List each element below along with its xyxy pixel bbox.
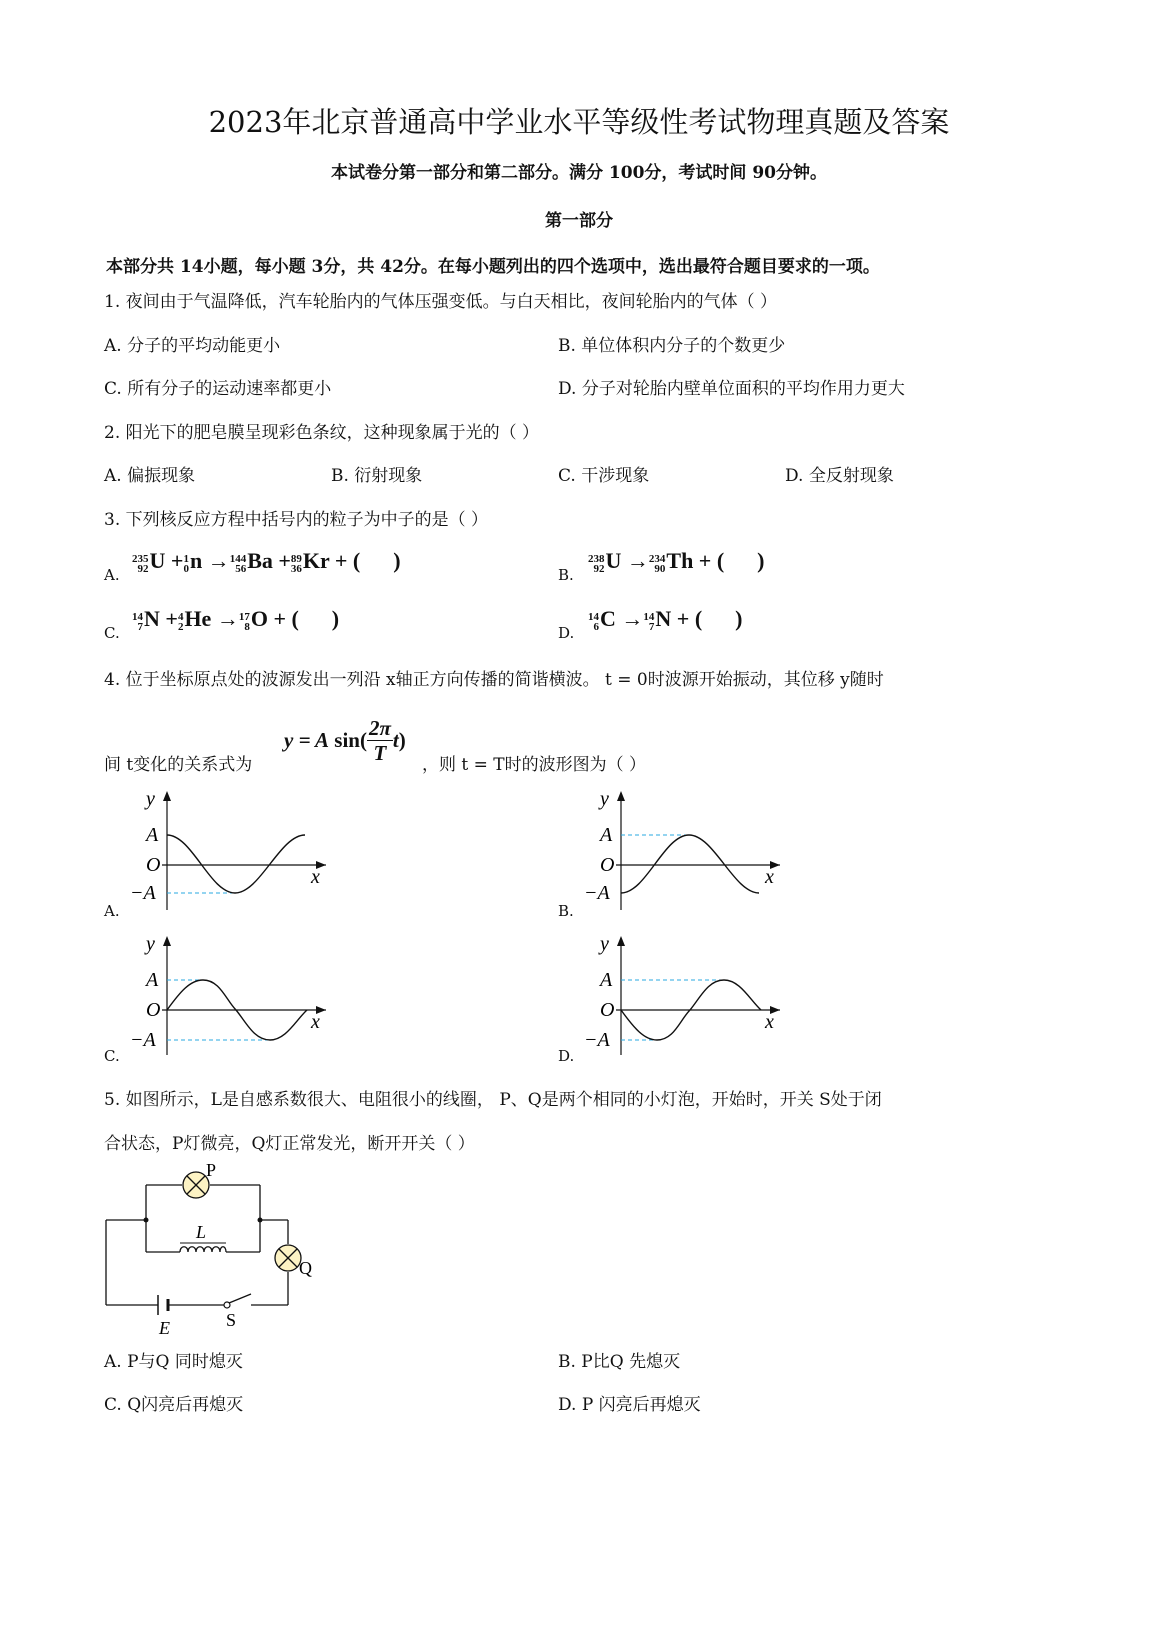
- label-p: P: [206, 1160, 217, 1180]
- junction-left: [144, 1218, 149, 1223]
- label-e: E: [159, 1318, 170, 1338]
- q2-option-a: A. 偏振现象: [104, 466, 196, 486]
- circuit-diagram: [96, 1160, 336, 1350]
- neg-amp-label: −A: [130, 882, 156, 904]
- label-q: Q: [299, 1258, 312, 1278]
- neg-amp-label: −A: [584, 1029, 610, 1051]
- part-intro: 本部分共 14小题，每小题 3分，共 42分。在每小题列出的四个选项中，选出最符合题目要求的一项。: [106, 257, 880, 277]
- inductor-icon: [180, 1247, 226, 1252]
- q3-letter-d: D.: [558, 624, 575, 642]
- wave-graph-a: [100, 785, 340, 920]
- q1-option-b: B. 单位体积内分子的个数更少: [558, 336, 786, 356]
- q3-equation-c: 14 7 N + 4 2 He → 17 8 O + ( ): [132, 606, 340, 633]
- question-3: 3. 下列核反应方程中括号内的粒子为中子的是（ ）: [104, 510, 489, 530]
- origin-label: O: [600, 999, 615, 1021]
- q4-letter-b: B.: [558, 902, 574, 920]
- origin-label: O: [146, 854, 161, 876]
- q1-option-a: A. 分子的平均动能更小: [104, 336, 281, 356]
- question-5-line2: 合状态，P灯微亮，Q灯正常发光，断开开关（ ）: [104, 1134, 475, 1154]
- q4-letter-c: C.: [104, 1047, 120, 1065]
- y-label: y: [146, 933, 155, 955]
- y-label: y: [146, 788, 155, 810]
- question-1: 1. 夜间由于气温降低，汽车轮胎内的气体压强变低。与白天相比，夜间轮胎内的气体（ ）: [104, 292, 778, 312]
- y-label: y: [600, 788, 609, 810]
- q4-letter-a: A.: [104, 902, 120, 920]
- question-4-line2a: 间 t变化的关系式为: [104, 755, 253, 775]
- wave-graph-b: [554, 785, 794, 920]
- q1-option-d: D. 分子对轮胎内壁单位面积的平均作用力更大: [558, 379, 905, 399]
- q3-letter-b: B.: [558, 566, 574, 584]
- q3-letter-c: C.: [104, 624, 120, 642]
- question-4-line2b: ，则 t = T时的波形图为（ ）: [422, 755, 647, 775]
- q2-option-b: B. 衍射现象: [331, 466, 423, 486]
- part-heading: 第一部分: [545, 211, 613, 231]
- x-label: x: [765, 1011, 774, 1033]
- wave-graph-d: [554, 930, 794, 1065]
- q3-letter-a: A.: [104, 566, 120, 584]
- amp-label: A: [146, 969, 159, 991]
- q1-option-c: C. 所有分子的运动速率都更小: [104, 379, 332, 399]
- q5-option-c: C. Q闪亮后再熄灭: [104, 1395, 244, 1415]
- y-arrow-icon: [617, 936, 625, 946]
- amp-label: A: [146, 824, 159, 846]
- junction-right: [258, 1218, 263, 1223]
- y-label: y: [600, 933, 609, 955]
- wave-curve: [167, 835, 305, 893]
- exam-info: 本试卷分第一部分和第二部分。满分 100分，考试时间 90分钟。: [331, 163, 827, 183]
- question-5-line1: 5. 如图所示，L是自感系数很大、电阻很小的线圈， P、Q是两个相同的小灯泡，开始时，开关 S处于闭: [104, 1090, 882, 1110]
- q5-option-d: D. P 闪亮后再熄灭: [558, 1395, 701, 1415]
- switch-icon: [224, 1294, 251, 1308]
- y-arrow-icon: [617, 791, 625, 801]
- q2-option-d: D. 全反射现象: [785, 466, 894, 486]
- origin-label: O: [600, 854, 615, 876]
- page-title: 2023年北京普通高中学业水平等级性考试物理真题及答案: [208, 105, 950, 139]
- question-2: 2. 阳光下的肥皂膜呈现彩色条纹，这种现象属于光的（ ）: [104, 423, 540, 443]
- q3-equation-d: 14 6 C → 14 7 N + ( ): [588, 606, 743, 633]
- q5-option-a: A. P与Q 同时熄灭: [104, 1352, 243, 1372]
- amp-label: A: [600, 969, 613, 991]
- label-l: L: [196, 1222, 207, 1242]
- amp-label: A: [600, 824, 613, 846]
- x-label: x: [311, 866, 320, 888]
- y-arrow-icon: [163, 791, 171, 801]
- x-label: x: [765, 866, 774, 888]
- lamp-q-icon: [275, 1245, 301, 1271]
- q5-option-b: B. P比Q 先熄灭: [558, 1352, 681, 1372]
- y-arrow-icon: [163, 936, 171, 946]
- origin-label: O: [146, 999, 161, 1021]
- question-4-line1: 4. 位于坐标原点处的波源发出一列沿 x轴正方向传播的简谐横波。 t = 0时波源开始振动，其位移 y随时: [104, 670, 884, 690]
- q3-equation-a: 235 92 U + 1 0 n → 144 56 Ba + 89 36 Kr + ( ): [132, 548, 401, 575]
- battery-icon: [158, 1295, 168, 1315]
- q2-option-c: C. 干涉现象: [558, 466, 650, 486]
- label-s: S: [226, 1310, 237, 1330]
- neg-amp-label: −A: [130, 1029, 156, 1051]
- neg-amp-label: −A: [584, 882, 610, 904]
- wave-equation: y = A sin( $\frac{2\pi}{T}$ t): [284, 716, 406, 765]
- wave-curve: [621, 835, 759, 893]
- wave-graph-c: [100, 930, 340, 1065]
- q4-letter-d: D.: [558, 1047, 575, 1065]
- q3-equation-b: 238 92 U → 234 90 Th + ( ): [588, 548, 765, 575]
- x-label: x: [311, 1011, 320, 1033]
